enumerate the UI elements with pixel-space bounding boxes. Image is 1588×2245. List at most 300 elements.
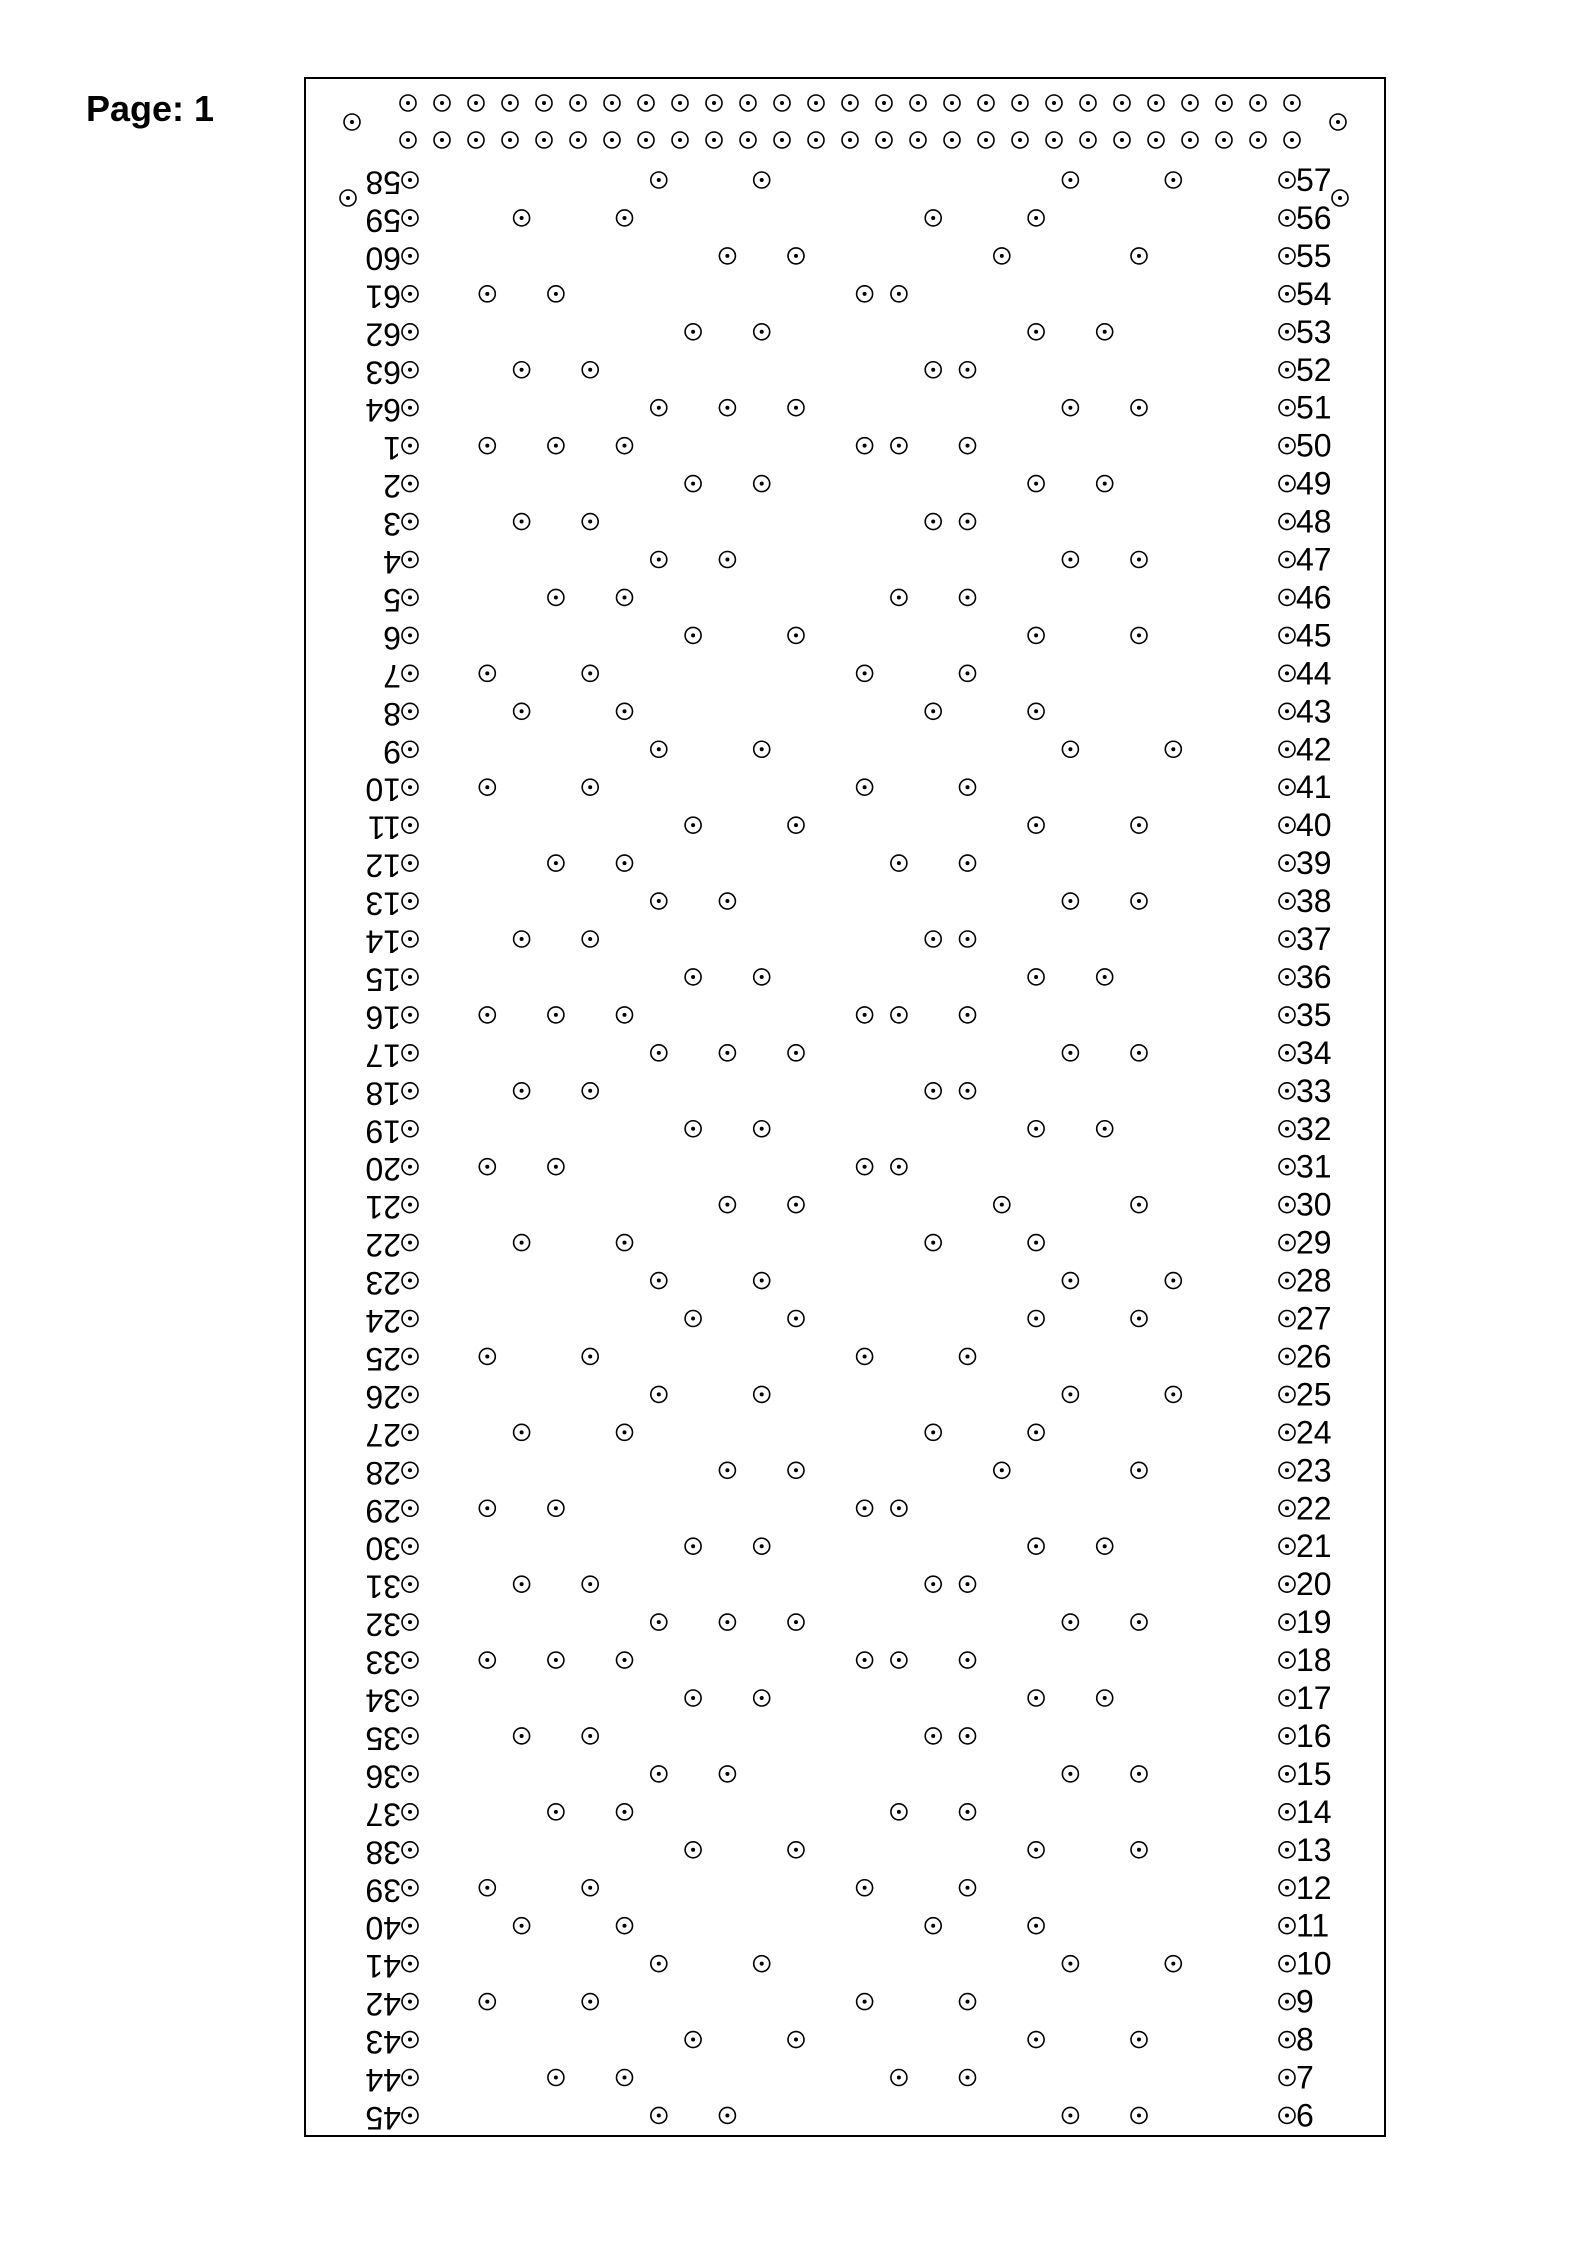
right-pin-number: 17: [1296, 1680, 1332, 1716]
right-pin-marker: [1279, 1045, 1295, 1061]
pin-marker: [1165, 741, 1181, 757]
left-pin-marker: [402, 893, 418, 909]
right-pin-number: 52: [1296, 351, 1332, 388]
pin-marker: [1131, 1311, 1147, 1327]
left-pin-number: 58: [365, 164, 401, 201]
right-pin-marker: [1279, 1728, 1295, 1744]
left-pin-marker: [402, 400, 418, 416]
pin-marker: [685, 1842, 701, 1858]
pin-marker: [1131, 2107, 1147, 2123]
pin-marker: [514, 1083, 530, 1099]
pin-marker: [960, 362, 976, 378]
pin-marker: [788, 817, 804, 833]
right-pin-marker: [1279, 1348, 1295, 1364]
right-pin-marker: [1279, 855, 1295, 871]
left-pin-marker: [402, 2070, 418, 2086]
pin-marker: [548, 1804, 564, 1820]
right-pin-number: 19: [1296, 1604, 1332, 1641]
pin-marker: [960, 779, 976, 795]
pin-marker: [891, 2070, 907, 2086]
top-connector-pin: [1080, 132, 1096, 148]
right-pin-marker: [1279, 1842, 1295, 1858]
pin-marker: [891, 286, 907, 302]
pin-marker: [514, 1728, 530, 1744]
left-pin-marker: [402, 969, 418, 985]
top-connector-pin: [1148, 95, 1164, 111]
pin-marker: [891, 438, 907, 454]
right-pin-number: 8: [1296, 2021, 1314, 2058]
right-pin-number: 45: [1296, 617, 1332, 654]
left-pin-number: 15: [365, 961, 401, 998]
pin-marker: [617, 703, 633, 719]
pin-marker: [582, 1083, 598, 1099]
left-pin-marker: [402, 1690, 418, 1706]
pin-marker: [857, 286, 873, 302]
pin-marker: [514, 1576, 530, 1592]
right-pin-labels: [1279, 162, 1332, 2133]
pin-marker: [1097, 1121, 1113, 1137]
top-connector-pin: [468, 132, 484, 148]
pin-marker: [1028, 1918, 1044, 1934]
right-pin-marker: [1279, 741, 1295, 757]
top-connector-pin: [944, 95, 960, 111]
right-pin-number: 46: [1296, 579, 1332, 616]
pin-marker: [1028, 1311, 1044, 1327]
left-pin-number: 14: [365, 923, 401, 960]
right-pin-marker: [1279, 1956, 1295, 1972]
left-pin-number: 38: [365, 1834, 401, 1871]
left-pin-marker: [402, 514, 418, 530]
pin-marker: [582, 1728, 598, 1744]
right-pin-number: 32: [1296, 1110, 1332, 1147]
left-pin-number: 61: [365, 278, 401, 315]
pin-marker: [1131, 627, 1147, 643]
left-pin-number: 40: [365, 1910, 401, 1947]
pin-marker: [1028, 1424, 1044, 1440]
left-pin-marker: [402, 1652, 418, 1668]
pin-marker: [1062, 2107, 1078, 2123]
pin-marker: [514, 1918, 530, 1934]
pin-marker: [754, 324, 770, 340]
left-pin-number: 5: [383, 581, 401, 618]
pin-marker: [479, 1007, 495, 1023]
pin-marker: [1062, 1956, 1078, 1972]
top-connector-pin: [340, 190, 356, 206]
right-pin-number: 43: [1296, 693, 1332, 730]
pin-marker: [685, 1311, 701, 1327]
right-pin-number: 42: [1296, 731, 1332, 768]
pin-marker: [617, 1804, 633, 1820]
pin-marker: [994, 248, 1010, 264]
right-pin-marker: [1279, 589, 1295, 605]
left-pin-marker: [402, 1424, 418, 1440]
right-pin-number: 37: [1296, 921, 1332, 957]
pin-marker: [788, 400, 804, 416]
pin-marker: [891, 1159, 907, 1175]
right-pin-marker: [1279, 2070, 1295, 2086]
pin-marker: [1131, 1842, 1147, 1858]
top-connector-pin: [978, 95, 994, 111]
left-pin-number: 9: [383, 733, 401, 770]
pin-marker: [685, 324, 701, 340]
right-pin-marker: [1279, 817, 1295, 833]
pin-marker: [1062, 893, 1078, 909]
right-pin-marker: [1279, 1652, 1295, 1668]
pin-marker: [1097, 969, 1113, 985]
left-pin-marker: [402, 1273, 418, 1289]
left-pin-number: 12: [365, 847, 401, 884]
pin-marker: [857, 1348, 873, 1364]
pin-marker: [1097, 324, 1113, 340]
top-connector-pin: [978, 132, 994, 148]
left-pin-number: 3: [383, 506, 401, 543]
right-pin-marker: [1279, 514, 1295, 530]
top-connector-pin: [842, 132, 858, 148]
pin-marker: [1131, 2032, 1147, 2048]
left-pin-marker: [402, 362, 418, 378]
left-pin-number: 8: [383, 695, 401, 732]
pin-marker: [479, 1652, 495, 1668]
top-connector-pin: [604, 132, 620, 148]
pin-marker: [719, 1766, 735, 1782]
right-pin-marker: [1279, 1121, 1295, 1137]
right-pin-number: 30: [1296, 1186, 1332, 1223]
top-connector-pin: [910, 132, 926, 148]
pin-marker: [1062, 400, 1078, 416]
pin-marker: [582, 1994, 598, 2010]
pin-marker: [788, 1311, 804, 1327]
left-pin-marker: [402, 1386, 418, 1402]
pin-marker: [1062, 1273, 1078, 1289]
pin-marker: [651, 2107, 667, 2123]
top-connector-pin: [502, 132, 518, 148]
pin-marker: [1165, 1386, 1181, 1402]
right-pin-number: 9: [1296, 1983, 1314, 2020]
pin-marker: [754, 969, 770, 985]
pin-marker: [651, 1614, 667, 1630]
right-pin-number: 6: [1296, 2097, 1314, 2134]
right-pin-marker: [1279, 1273, 1295, 1289]
pin-marker: [1062, 172, 1078, 188]
pin-marker: [1131, 1462, 1147, 1478]
right-pin-number: 33: [1296, 1072, 1332, 1109]
right-pin-marker: [1279, 779, 1295, 795]
pin-marker: [857, 665, 873, 681]
top-connector-pin: [400, 95, 416, 111]
pin-marker: [685, 476, 701, 492]
top-connector-pin: [740, 132, 756, 148]
right-pin-marker: [1279, 931, 1295, 947]
pin-marker: [617, 1918, 633, 1934]
right-pin-number: 34: [1296, 1034, 1332, 1071]
left-pin-number: 11: [367, 809, 401, 846]
right-pin-marker: [1279, 1462, 1295, 1478]
top-connector-pin: [570, 132, 586, 148]
pin-marker: [960, 514, 976, 530]
pin-marker: [754, 1956, 770, 1972]
right-pin-marker: [1279, 1197, 1295, 1213]
pin-marker: [548, 438, 564, 454]
pin-marker: [582, 1880, 598, 1896]
top-connector-pin: [1114, 95, 1130, 111]
left-pin-marker: [402, 741, 418, 757]
left-pin-number: 60: [365, 240, 401, 277]
right-pin-marker: [1279, 1994, 1295, 2010]
pin-marker: [1028, 2032, 1044, 2048]
left-pin-marker: [402, 438, 418, 454]
pin-marker: [925, 1083, 941, 1099]
right-pin-number: 18: [1296, 1642, 1332, 1679]
pin-marker: [754, 172, 770, 188]
pin-marker: [719, 1614, 735, 1630]
left-pin-marker: [402, 1500, 418, 1516]
left-pin-marker: [402, 1121, 418, 1137]
top-connector-pin: [808, 132, 824, 148]
pin-marker: [1062, 1386, 1078, 1402]
right-pin-marker: [1279, 2032, 1295, 2048]
right-pin-number: 16: [1296, 1717, 1332, 1754]
pin-marker: [960, 1728, 976, 1744]
pin-marker: [514, 210, 530, 226]
top-connector-pin: [344, 114, 360, 130]
pin-marker: [857, 1007, 873, 1023]
pin-marker: [548, 1652, 564, 1668]
left-pin-marker: [402, 1045, 418, 1061]
pin-marker: [1097, 476, 1113, 492]
left-pin-marker: [402, 1918, 418, 1934]
pin-marker: [960, 931, 976, 947]
top-connector-pin: [1046, 132, 1062, 148]
right-pin-number: 57: [1296, 162, 1332, 198]
top-connector-rows: [340, 95, 1348, 206]
pin-marker: [925, 362, 941, 378]
pin-marker: [994, 1197, 1010, 1213]
pin-marker: [651, 552, 667, 568]
right-pin-number: 25: [1296, 1376, 1332, 1413]
pin-marker: [479, 286, 495, 302]
left-pin-marker: [402, 1614, 418, 1630]
pin-marker: [651, 400, 667, 416]
pin-marker: [960, 2070, 976, 2086]
right-pin-marker: [1279, 1311, 1295, 1327]
pin-marker: [651, 741, 667, 757]
diagram-frame: [305, 78, 1385, 2136]
pin-marker: [925, 1235, 941, 1251]
pin-marker: [685, 1121, 701, 1137]
left-pin-marker: [402, 1728, 418, 1744]
pin-marker: [617, 589, 633, 605]
left-pin-number: 27: [365, 1416, 401, 1453]
pin-marker: [1131, 552, 1147, 568]
pin-marker: [651, 172, 667, 188]
pin-marker: [1131, 248, 1147, 264]
right-pin-marker: [1279, 476, 1295, 492]
left-pin-number: 7: [383, 657, 401, 694]
pin-marker: [754, 1386, 770, 1402]
pin-marker: [1028, 1235, 1044, 1251]
pin-marker: [1062, 552, 1078, 568]
top-connector-pin: [672, 132, 688, 148]
top-connector-pin: [1216, 95, 1232, 111]
left-pin-number: 44: [365, 2062, 401, 2099]
left-pin-number: 21: [365, 1189, 401, 1226]
left-pin-marker: [402, 1311, 418, 1327]
left-pin-number: 32: [365, 1606, 401, 1643]
top-connector-pin: [1148, 132, 1164, 148]
left-pin-number: 2: [383, 468, 401, 505]
right-pin-marker: [1279, 1918, 1295, 1934]
pin-marker: [617, 2070, 633, 2086]
left-pin-marker: [402, 172, 418, 188]
left-pin-number: 16: [365, 999, 401, 1036]
left-pin-marker: [402, 1766, 418, 1782]
pin-marker: [960, 1007, 976, 1023]
right-pin-number: 53: [1296, 313, 1332, 350]
pin-marker: [1028, 703, 1044, 719]
left-pin-marker: [402, 1159, 418, 1175]
pin-marker: [651, 893, 667, 909]
pin-marker: [582, 931, 598, 947]
top-connector-pin: [536, 132, 552, 148]
top-connector-pin: [400, 132, 416, 148]
right-pin-marker: [1279, 210, 1295, 226]
left-pin-marker: [402, 2107, 418, 2123]
pin-marker: [719, 400, 735, 416]
right-pin-marker: [1279, 893, 1295, 909]
pin-marker: [548, 1007, 564, 1023]
top-connector-pin: [706, 95, 722, 111]
left-pin-marker: [402, 1956, 418, 1972]
left-pin-number: 28: [365, 1454, 401, 1491]
pin-marker: [1097, 1690, 1113, 1706]
right-pin-number: 49: [1296, 465, 1332, 502]
pin-marker: [1131, 400, 1147, 416]
pin-marker: [685, 969, 701, 985]
left-pin-marker: [402, 1994, 418, 2010]
right-pin-number: 51: [1296, 389, 1332, 426]
left-pin-marker: [402, 1007, 418, 1023]
pin-marker: [960, 1348, 976, 1364]
pin-marker: [548, 1500, 564, 1516]
pin-marker: [548, 589, 564, 605]
pin-marker: [1028, 1538, 1044, 1554]
pin-marker: [960, 1994, 976, 2010]
right-pin-marker: [1279, 627, 1295, 643]
top-connector-pin: [774, 132, 790, 148]
right-pin-number: 54: [1296, 275, 1332, 312]
left-pin-number: 23: [365, 1265, 401, 1302]
left-pin-number: 10: [365, 771, 401, 808]
pin-marker: [719, 893, 735, 909]
pin-marker: [788, 1842, 804, 1858]
pin-marker: [617, 210, 633, 226]
right-pin-number: 27: [1296, 1300, 1332, 1337]
top-connector-pin: [502, 95, 518, 111]
left-pin-number: 45: [365, 2099, 401, 2136]
top-connector-pin: [1046, 95, 1062, 111]
top-connector-pin: [536, 95, 552, 111]
pin-marker: [1165, 172, 1181, 188]
pin-marker: [857, 1500, 873, 1516]
right-pin-marker: [1279, 400, 1295, 416]
left-pin-marker: [402, 665, 418, 681]
pin-marker: [685, 1690, 701, 1706]
right-pin-marker: [1279, 362, 1295, 378]
right-pin-number: 26: [1296, 1338, 1332, 1375]
pin-marker: [719, 2107, 735, 2123]
top-connector-pin: [570, 95, 586, 111]
pin-marker: [617, 855, 633, 871]
pin-marker: [891, 1804, 907, 1820]
left-pin-marker: [402, 1462, 418, 1478]
pin-marker: [1131, 893, 1147, 909]
top-connector-pin: [706, 132, 722, 148]
top-connector-pin: [434, 95, 450, 111]
right-pin-number: 38: [1296, 883, 1332, 920]
pin-marker: [651, 1766, 667, 1782]
left-pin-marker: [402, 817, 418, 833]
pin-marker: [994, 1462, 1010, 1478]
right-pin-number: 48: [1296, 503, 1332, 540]
pin-marker: [925, 703, 941, 719]
right-pin-marker: [1279, 1576, 1295, 1592]
left-pin-marker: [402, 2032, 418, 2048]
left-pin-marker: [402, 552, 418, 568]
top-connector-pin: [1216, 132, 1232, 148]
right-pin-number: 36: [1296, 958, 1332, 995]
pin-marker: [651, 1045, 667, 1061]
top-connector-pin: [1012, 95, 1028, 111]
top-connector-pin: [808, 95, 824, 111]
left-pin-marker: [402, 210, 418, 226]
pin-marker: [857, 1994, 873, 2010]
pin-marker: [1062, 1045, 1078, 1061]
left-pin-marker: [402, 476, 418, 492]
pin-marker: [960, 1804, 976, 1820]
pin-marker: [617, 438, 633, 454]
pin-marker: [479, 1159, 495, 1175]
left-pin-number: 63: [365, 354, 401, 391]
pin-marker: [1062, 741, 1078, 757]
pin-marker: [548, 855, 564, 871]
pin-marker: [685, 2032, 701, 2048]
top-connector-pin: [1080, 95, 1096, 111]
top-connector-pin: [1182, 132, 1198, 148]
pin-marker: [1165, 1956, 1181, 1972]
right-pin-marker: [1279, 1766, 1295, 1782]
top-connector-pin: [638, 95, 654, 111]
top-connector-pin: [1012, 132, 1028, 148]
left-pin-marker: [402, 1880, 418, 1896]
right-pin-number: 12: [1296, 1869, 1332, 1906]
pin-marker: [857, 1652, 873, 1668]
pin-marker: [685, 1538, 701, 1554]
right-pin-marker: [1279, 1007, 1295, 1023]
pin-marker: [891, 1652, 907, 1668]
right-pin-number: 56: [1296, 199, 1332, 236]
pin-marker: [617, 1652, 633, 1668]
pin-marker: [719, 248, 735, 264]
pin-marker: [891, 855, 907, 871]
pin-marker: [514, 1235, 530, 1251]
right-pin-number: 24: [1296, 1414, 1332, 1451]
left-pin-number: 30: [365, 1530, 401, 1567]
right-pin-marker: [1279, 1538, 1295, 1554]
pin-marker: [891, 589, 907, 605]
left-pin-number: 37: [365, 1796, 401, 1833]
right-pin-number: 29: [1296, 1224, 1332, 1261]
pin-marker: [479, 1994, 495, 2010]
